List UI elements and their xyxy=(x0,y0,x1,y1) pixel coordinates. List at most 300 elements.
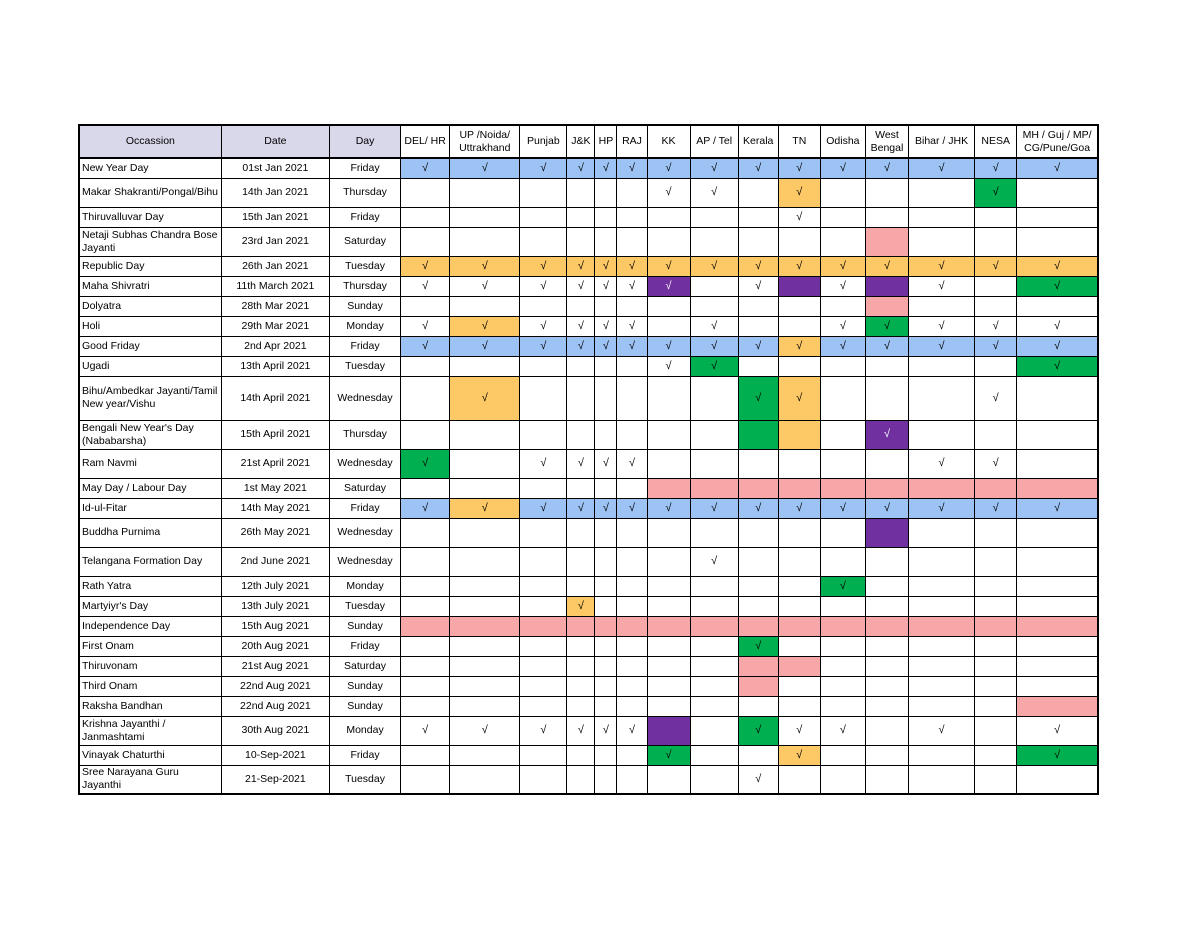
holiday-cell xyxy=(975,547,1017,576)
checkmark-icon: √ xyxy=(839,339,846,352)
holiday-cell xyxy=(647,716,690,745)
holiday-cell xyxy=(595,478,617,498)
holiday-cell xyxy=(617,676,647,696)
header-region-6: J&K xyxy=(567,125,595,158)
holiday-cell xyxy=(567,158,595,178)
checkmark-icon: √ xyxy=(711,359,718,372)
checkmark-icon: √ xyxy=(422,339,429,352)
holiday-cell xyxy=(450,316,520,336)
holiday-cell xyxy=(595,716,617,745)
holiday-cell xyxy=(647,596,690,616)
holiday-cell xyxy=(778,656,820,676)
checkmark-icon: √ xyxy=(577,501,584,514)
checkmark-icon: √ xyxy=(628,339,636,352)
header-region-15: Bihar / JHK xyxy=(909,125,975,158)
table-row xyxy=(79,478,1098,498)
holiday-cell xyxy=(617,656,647,676)
holiday-cell xyxy=(1017,765,1098,794)
holiday-cell xyxy=(647,356,690,376)
holiday-cell xyxy=(520,765,567,794)
header-region-7: HP xyxy=(595,125,617,158)
holiday-cell xyxy=(820,256,865,276)
checkmark-icon: √ xyxy=(540,319,547,332)
holiday-cell xyxy=(617,576,647,596)
checkmark-icon: √ xyxy=(602,319,609,332)
checkmark-icon: √ xyxy=(711,319,718,332)
holiday-cell xyxy=(1017,227,1098,256)
cell-date: 2nd Apr 2021 xyxy=(221,336,329,356)
checkmark-icon: √ xyxy=(481,339,488,352)
cell-occasion: New Year Day xyxy=(79,158,221,178)
cell-day: Sunday xyxy=(329,616,400,636)
checkmark-icon: √ xyxy=(796,339,803,352)
cell-date: 21st Aug 2021 xyxy=(221,656,329,676)
holiday-cell xyxy=(975,498,1017,518)
cell-occasion: Vinayak Chaturthi xyxy=(79,745,221,765)
table-row xyxy=(79,676,1098,696)
holiday-cell xyxy=(975,596,1017,616)
cell-day: Friday xyxy=(329,498,400,518)
holiday-cell xyxy=(617,596,647,616)
holiday-cell xyxy=(520,449,567,478)
holiday-cell xyxy=(1017,696,1098,716)
holiday-cell xyxy=(738,636,778,656)
table-row xyxy=(79,745,1098,765)
holiday-cell xyxy=(865,478,908,498)
holiday-cell xyxy=(865,316,908,336)
holiday-cell xyxy=(909,276,975,296)
holiday-cell xyxy=(567,596,595,616)
holiday-cell xyxy=(520,356,567,376)
checkmark-icon: √ xyxy=(602,279,609,292)
holiday-cell xyxy=(401,716,450,745)
holiday-cell xyxy=(617,158,647,178)
holiday-cell xyxy=(450,576,520,596)
holiday-cell xyxy=(617,420,647,449)
holiday-cell xyxy=(909,745,975,765)
holiday-cell xyxy=(647,636,690,656)
checkmark-icon: √ xyxy=(938,279,945,292)
holiday-cell xyxy=(820,316,865,336)
holiday-cell xyxy=(617,636,647,656)
holiday-cell xyxy=(975,336,1017,356)
checkmark-icon: √ xyxy=(665,161,672,174)
holiday-cell xyxy=(865,356,908,376)
checkmark-icon: √ xyxy=(1054,259,1061,272)
checkmark-icon: √ xyxy=(628,501,636,514)
table-row xyxy=(79,227,1098,256)
holiday-cell xyxy=(567,547,595,576)
cell-occasion: Telangana Formation Day xyxy=(79,547,221,576)
header-region-12: TN xyxy=(778,125,820,158)
holiday-cell xyxy=(738,745,778,765)
checkmark-icon: √ xyxy=(883,161,890,174)
holiday-cell xyxy=(975,716,1017,745)
holiday-cell xyxy=(617,478,647,498)
holiday-cell xyxy=(820,696,865,716)
holiday-cell xyxy=(617,296,647,316)
holiday-cell xyxy=(820,158,865,178)
holiday-cell xyxy=(567,636,595,656)
holiday-cell xyxy=(778,478,820,498)
holiday-cell xyxy=(865,376,908,420)
holiday-cell xyxy=(450,616,520,636)
checkmark-icon: √ xyxy=(422,457,429,469)
cell-day: Tuesday xyxy=(329,765,400,794)
checkmark-icon: √ xyxy=(839,724,846,736)
table-row xyxy=(79,636,1098,656)
holiday-cell xyxy=(1017,518,1098,547)
holiday-cell xyxy=(820,356,865,376)
holiday-cell xyxy=(450,227,520,256)
cell-date: 1st May 2021 xyxy=(221,478,329,498)
holiday-cell xyxy=(738,676,778,696)
cell-occasion: Bihu/Ambedkar Jayanti/Tamil New year/Vishu xyxy=(79,376,221,420)
cell-day: Thursday xyxy=(329,420,400,449)
holiday-cell xyxy=(975,207,1017,227)
holiday-cell xyxy=(567,178,595,207)
holiday-cell xyxy=(820,676,865,696)
cell-day: Wednesday xyxy=(329,518,400,547)
holiday-cell xyxy=(690,745,738,765)
holiday-cell xyxy=(567,227,595,256)
holiday-cell xyxy=(595,316,617,336)
holiday-cell xyxy=(909,716,975,745)
holiday-cell xyxy=(909,518,975,547)
holiday-cell xyxy=(617,498,647,518)
holiday-cell xyxy=(865,420,908,449)
holiday-cell xyxy=(567,498,595,518)
holiday-cell xyxy=(647,656,690,676)
holiday-cell xyxy=(401,745,450,765)
checkmark-icon: √ xyxy=(577,339,584,352)
holiday-cell xyxy=(401,158,450,178)
holiday-cell xyxy=(520,207,567,227)
checkmark-icon: √ xyxy=(839,579,846,592)
checkmark-icon: √ xyxy=(755,279,762,292)
cell-day: Wednesday xyxy=(329,376,400,420)
holiday-cell xyxy=(909,227,975,256)
holiday-cell xyxy=(820,420,865,449)
holiday-cell xyxy=(567,576,595,596)
holiday-cell xyxy=(647,449,690,478)
holiday-cell xyxy=(567,207,595,227)
holiday-cell xyxy=(595,256,617,276)
checkmark-icon: √ xyxy=(665,186,672,198)
holiday-cell xyxy=(567,518,595,547)
holiday-cell xyxy=(617,207,647,227)
holiday-cell xyxy=(975,296,1017,316)
cell-day: Friday xyxy=(329,636,400,656)
holiday-cell xyxy=(450,420,520,449)
holiday-cell xyxy=(401,207,450,227)
holiday-cell xyxy=(595,745,617,765)
holiday-cell xyxy=(520,547,567,576)
holiday-cell xyxy=(401,478,450,498)
checkmark-icon: √ xyxy=(577,457,584,469)
holiday-cell xyxy=(1017,256,1098,276)
checkmark-icon: √ xyxy=(755,339,762,352)
holiday-cell xyxy=(738,376,778,420)
holiday-cell xyxy=(647,616,690,636)
holiday-cell xyxy=(450,376,520,420)
holiday-cell xyxy=(778,178,820,207)
header-row xyxy=(79,125,1098,158)
holiday-cell xyxy=(401,256,450,276)
holiday-cell xyxy=(738,478,778,498)
checkmark-icon: √ xyxy=(938,161,945,174)
holiday-cell xyxy=(778,518,820,547)
holiday-cell xyxy=(738,656,778,676)
holiday-cell xyxy=(975,478,1017,498)
holiday-cell xyxy=(909,576,975,596)
table-row xyxy=(79,316,1098,336)
checkmark-icon: √ xyxy=(628,319,636,332)
holiday-cell xyxy=(975,178,1017,207)
holiday-cell xyxy=(520,276,567,296)
checkmark-icon: √ xyxy=(839,501,846,514)
table-row xyxy=(79,376,1098,420)
holiday-cell xyxy=(909,356,975,376)
checkmark-icon: √ xyxy=(481,724,488,736)
holiday-cell xyxy=(595,596,617,616)
holiday-cell xyxy=(617,227,647,256)
holiday-cell xyxy=(647,296,690,316)
holiday-cell xyxy=(909,296,975,316)
holiday-cell xyxy=(865,656,908,676)
cell-date: 28th Mar 2021 xyxy=(221,296,329,316)
checkmark-icon: √ xyxy=(796,161,803,174)
holiday-cell xyxy=(617,336,647,356)
cell-date: 13th April 2021 xyxy=(221,356,329,376)
holiday-cell xyxy=(865,449,908,478)
checkmark-icon: √ xyxy=(422,279,429,292)
holiday-cell xyxy=(975,656,1017,676)
holiday-cell xyxy=(865,256,908,276)
holiday-cell xyxy=(401,336,450,356)
holiday-cell xyxy=(865,596,908,616)
holiday-cell xyxy=(401,449,450,478)
holiday-cell xyxy=(738,716,778,745)
holiday-cell xyxy=(738,547,778,576)
cell-date: 20th Aug 2021 xyxy=(221,636,329,656)
cell-day: Friday xyxy=(329,745,400,765)
holiday-cell xyxy=(738,616,778,636)
holiday-cell xyxy=(450,636,520,656)
checkmark-icon: √ xyxy=(577,724,584,736)
holiday-cell xyxy=(520,296,567,316)
holiday-cell xyxy=(520,376,567,420)
checkmark-icon: √ xyxy=(711,186,718,198)
cell-day: Friday xyxy=(329,336,400,356)
holiday-cell xyxy=(865,696,908,716)
header-region-9: KK xyxy=(647,125,690,158)
cell-date: 14th May 2021 xyxy=(221,498,329,518)
holiday-calendar xyxy=(78,124,1099,795)
holiday-cell xyxy=(1017,636,1098,656)
table-row xyxy=(79,256,1098,276)
checkmark-icon: √ xyxy=(1054,339,1061,352)
checkmark-icon: √ xyxy=(755,639,762,652)
holiday-cell xyxy=(567,616,595,636)
checkmark-icon: √ xyxy=(938,259,945,272)
cell-day: Wednesday xyxy=(329,547,400,576)
checkmark-icon: √ xyxy=(839,259,846,272)
holiday-cell xyxy=(595,158,617,178)
cell-date: 15th Aug 2021 xyxy=(221,616,329,636)
holiday-cell xyxy=(401,765,450,794)
holiday-cell xyxy=(1017,596,1098,616)
holiday-cell xyxy=(520,745,567,765)
holiday-cell xyxy=(778,676,820,696)
holiday-cell xyxy=(520,636,567,656)
holiday-cell xyxy=(820,296,865,316)
table-row xyxy=(79,158,1098,178)
holiday-cell xyxy=(595,227,617,256)
holiday-cell xyxy=(617,518,647,547)
holiday-cell xyxy=(1017,276,1098,296)
cell-occasion: Maha Shivratri xyxy=(79,276,221,296)
holiday-cell xyxy=(820,227,865,256)
holiday-cell xyxy=(820,498,865,518)
holiday-cell xyxy=(595,178,617,207)
holiday-cell xyxy=(401,616,450,636)
checkmark-icon: √ xyxy=(938,339,945,352)
holiday-cell xyxy=(909,158,975,178)
table-row xyxy=(79,596,1098,616)
holiday-cell xyxy=(690,716,738,745)
checkmark-icon: √ xyxy=(422,724,429,736)
holiday-cell xyxy=(520,158,567,178)
holiday-cell xyxy=(647,478,690,498)
holiday-cell xyxy=(617,178,647,207)
table-row xyxy=(79,547,1098,576)
cell-date: 26th May 2021 xyxy=(221,518,329,547)
holiday-cell xyxy=(450,518,520,547)
holiday-cell xyxy=(520,616,567,636)
holiday-cell xyxy=(909,696,975,716)
holiday-cell xyxy=(975,256,1017,276)
holiday-cell xyxy=(1017,449,1098,478)
holiday-cell xyxy=(567,276,595,296)
checkmark-icon: √ xyxy=(481,279,488,292)
holiday-cell xyxy=(820,547,865,576)
cell-occasion: Bengali New Year's Day (Nababarsha) xyxy=(79,420,221,449)
cell-date: 14th Jan 2021 xyxy=(221,178,329,207)
checkmark-icon: √ xyxy=(992,186,999,198)
holiday-cell xyxy=(975,376,1017,420)
cell-occasion: Republic Day xyxy=(79,256,221,276)
holiday-cell xyxy=(820,576,865,596)
holiday-cell xyxy=(975,316,1017,336)
cell-date: 15th Jan 2021 xyxy=(221,207,329,227)
holiday-cell xyxy=(690,207,738,227)
header-region-17: MH / Guj / MP/ CG/Pune/Goa xyxy=(1017,125,1098,158)
cell-occasion: Thiruvonam xyxy=(79,656,221,676)
holiday-cell xyxy=(647,178,690,207)
holiday-cell xyxy=(647,336,690,356)
holiday-cell xyxy=(401,596,450,616)
cell-occasion: Krishna Jayanthi / Janmashtami xyxy=(79,716,221,745)
cell-date: 21st April 2021 xyxy=(221,449,329,478)
holiday-cell xyxy=(820,596,865,616)
holiday-cell xyxy=(401,296,450,316)
checkmark-icon: √ xyxy=(992,319,999,332)
holiday-cell xyxy=(567,336,595,356)
holiday-cell xyxy=(617,316,647,336)
holiday-cell xyxy=(778,336,820,356)
holiday-cell xyxy=(520,256,567,276)
holiday-cell xyxy=(617,745,647,765)
holiday-cell xyxy=(778,158,820,178)
holiday-cell xyxy=(1017,498,1098,518)
header-region-3: DEL/ HR xyxy=(401,125,450,158)
holiday-cell xyxy=(647,227,690,256)
checkmark-icon: √ xyxy=(796,210,803,223)
table-row xyxy=(79,336,1098,356)
header-region-14: West Bengal xyxy=(865,125,908,158)
checkmark-icon: √ xyxy=(1054,501,1061,514)
cell-occasion: Independence Day xyxy=(79,616,221,636)
checkmark-icon: √ xyxy=(992,457,999,469)
holiday-cell xyxy=(975,518,1017,547)
holiday-cell xyxy=(778,547,820,576)
checkmark-icon: √ xyxy=(938,457,945,469)
checkmark-icon: √ xyxy=(938,724,945,736)
cell-occasion: First Onam xyxy=(79,636,221,656)
checkmark-icon: √ xyxy=(883,319,890,332)
holiday-cell xyxy=(595,765,617,794)
cell-occasion: Rath Yatra xyxy=(79,576,221,596)
holiday-cell xyxy=(1017,158,1098,178)
holiday-cell xyxy=(520,716,567,745)
cell-date: 14th April 2021 xyxy=(221,376,329,420)
cell-day: Saturday xyxy=(329,227,400,256)
holiday-cell xyxy=(450,336,520,356)
holiday-cell xyxy=(690,696,738,716)
holiday-cell xyxy=(778,449,820,478)
checkmark-icon: √ xyxy=(839,161,846,174)
holiday-cell xyxy=(520,336,567,356)
holiday-cell xyxy=(617,716,647,745)
cell-occasion: Ugadi xyxy=(79,356,221,376)
holiday-cell xyxy=(450,716,520,745)
holiday-cell xyxy=(690,656,738,676)
holiday-cell xyxy=(690,765,738,794)
holiday-cell xyxy=(450,696,520,716)
holiday-cell xyxy=(975,576,1017,596)
checkmark-icon: √ xyxy=(755,724,762,736)
checkmark-icon: √ xyxy=(422,501,429,514)
holiday-cell xyxy=(520,676,567,696)
holiday-cell xyxy=(617,616,647,636)
holiday-cell xyxy=(738,518,778,547)
holiday-cell xyxy=(450,296,520,316)
holiday-cell xyxy=(450,656,520,676)
holiday-cell xyxy=(617,696,647,716)
holiday-cell xyxy=(738,316,778,336)
holiday-cell xyxy=(450,676,520,696)
checkmark-icon: √ xyxy=(755,772,762,785)
holiday-cell xyxy=(738,420,778,449)
holiday-cell xyxy=(738,356,778,376)
holiday-cell xyxy=(778,207,820,227)
checkmark-icon: √ xyxy=(883,428,890,440)
holiday-cell xyxy=(567,356,595,376)
cell-day: Sunday xyxy=(329,676,400,696)
holiday-cell xyxy=(778,256,820,276)
holiday-cell xyxy=(1017,356,1098,376)
